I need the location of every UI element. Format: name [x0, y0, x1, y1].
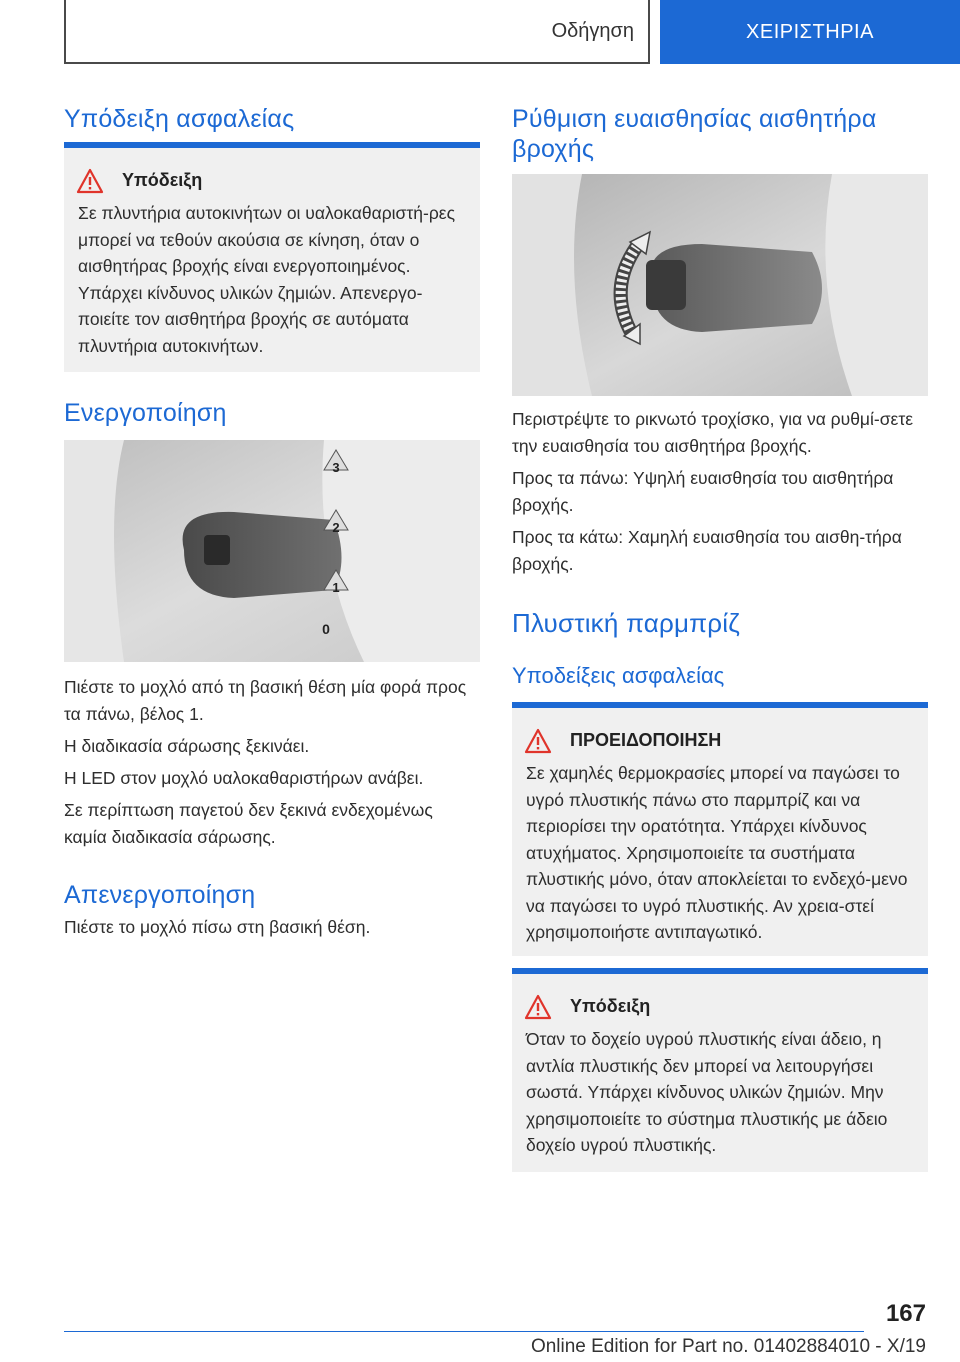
note-title: Υπόδειξη	[570, 996, 651, 1016]
heading-sensitivity: Ρύθμιση ευαισθησίας αισθητήρα βροχής	[512, 105, 877, 163]
wheel-illustration	[512, 174, 928, 396]
note-box-car-wash	[64, 142, 480, 372]
heading-activation: Ενεργοποίηση	[64, 399, 227, 427]
warning-title: ΠΡΟΕΙΔΟΠΟΙΗΣΗ	[570, 730, 722, 750]
warning-triangle-icon	[524, 728, 552, 754]
note-body: Όταν το δοχείο υγρού πλυστικής είναι άδειο, η αντλία πλυστικής δεν μπορεί να λειτουργήσει σωστά. Υπάρχει κίνδυνος υλικών ζημιών. Μην χρησιμοποιείτε το σύστημα πλυστικής με άδειο δοχείο υγρού πλυστικής.	[526, 1029, 888, 1155]
figure-label-2: 2	[332, 520, 340, 535]
activation-text-1: Πιέστε το μοχλό από τη βασική θέση μία φορά προς τα πάνω, βέλος 1.	[64, 677, 467, 724]
sensitivity-text-3: Προς τα κάτω: Χαμηλή ευαισθησία του αισθη-τήρα βροχής.	[512, 527, 902, 574]
activation-text-4: Σε περίπτωση παγετού δεν ξεκινά ενδεχομένως καμία διαδικασία σάρωσης.	[64, 800, 433, 847]
note-title: Υπόδειξη	[122, 170, 203, 190]
figure-label-0: 0	[322, 621, 330, 637]
heading-safety-notes: Υποδείξεις ασφαλείας	[512, 663, 725, 688]
note-body: Σε πλυντήρια αυτοκινήτων οι υαλοκαθαριστή-ρες μπορεί να τεθούν ακούσια σε κίνηση, όταν ο αισθητήρας βροχής είναι ενεργοποιημένος. Υπάρχει κίνδυνος υλικών ζημιών. Απενεργο-ποιείτε τον αισθητήρα βροχής σε αυτόματα πλυντήρια αυτοκινήτων.	[78, 203, 456, 356]
footer-divider	[64, 1331, 864, 1332]
lever-illustration	[64, 440, 480, 662]
warning-triangle-icon	[76, 168, 104, 194]
activation-text-3: Η LED στον μοχλό υαλοκαθαριστήρων ανάβει.	[64, 768, 424, 788]
header-section-tab[interactable]	[64, 0, 650, 64]
header-chapter-label: ΧΕΙΡΙΣΤΗΡΙΑ	[746, 20, 874, 43]
sensitivity-text-1: Περιστρέψτε το ρικνωτό τροχίσκο, για να ρυθμί-σετε την ευαισθησία του αισθητήρα βροχής.	[512, 409, 914, 456]
figure-label-1: 1	[332, 580, 340, 595]
deactivation-text-1: Πιέστε το μοχλό πίσω στη βασική θέση.	[64, 917, 371, 937]
sensitivity-text-2: Προς τα πάνω: Υψηλή ευαισθησία του αισθητήρα βροχής.	[512, 468, 894, 515]
figure-lever-activation	[64, 440, 480, 662]
activation-text-2: Η διαδικασία σάρωσης ξεκινάει.	[64, 736, 310, 756]
note-box-empty-reservoir	[512, 968, 928, 1172]
page-number: 167	[885, 1300, 926, 1327]
footer-edition-text: Online Edition for Part no. 01402884010 - X/19	[530, 1336, 926, 1357]
warning-body: Σε χαμηλές θερμοκρασίες μπορεί να παγώσει το υγρό πλυστικής πάνω στο παρμπρίζ και να περιορίσει την ορατότητα. Υπάρχει κίνδυνος ατυχήματος. Χρησιμοποιείτε τα συστήματα πλυστικής μόνο, όταν αποκλείεται το ενδεχό-μενο να παγώσει το υγρό πλυστικής. Αν χρεια-στεί χρησιμοποιήστε αντιπαγωτικό.	[526, 763, 908, 942]
header-section-label: Οδήγηση	[551, 19, 634, 42]
warning-box-frost	[512, 702, 928, 956]
figure-sensitivity-wheel	[512, 174, 928, 396]
heading-safety-note: Υπόδειξη ασφαλείας	[64, 105, 295, 133]
header-chapter-tab[interactable]	[660, 0, 960, 64]
figure-label-3: 3	[332, 460, 340, 475]
heading-windshield-washer: Πλυστική παρμπρίζ	[512, 608, 740, 638]
warning-triangle-icon	[524, 994, 552, 1020]
heading-deactivation: Απενεργοποίηση	[64, 881, 256, 909]
